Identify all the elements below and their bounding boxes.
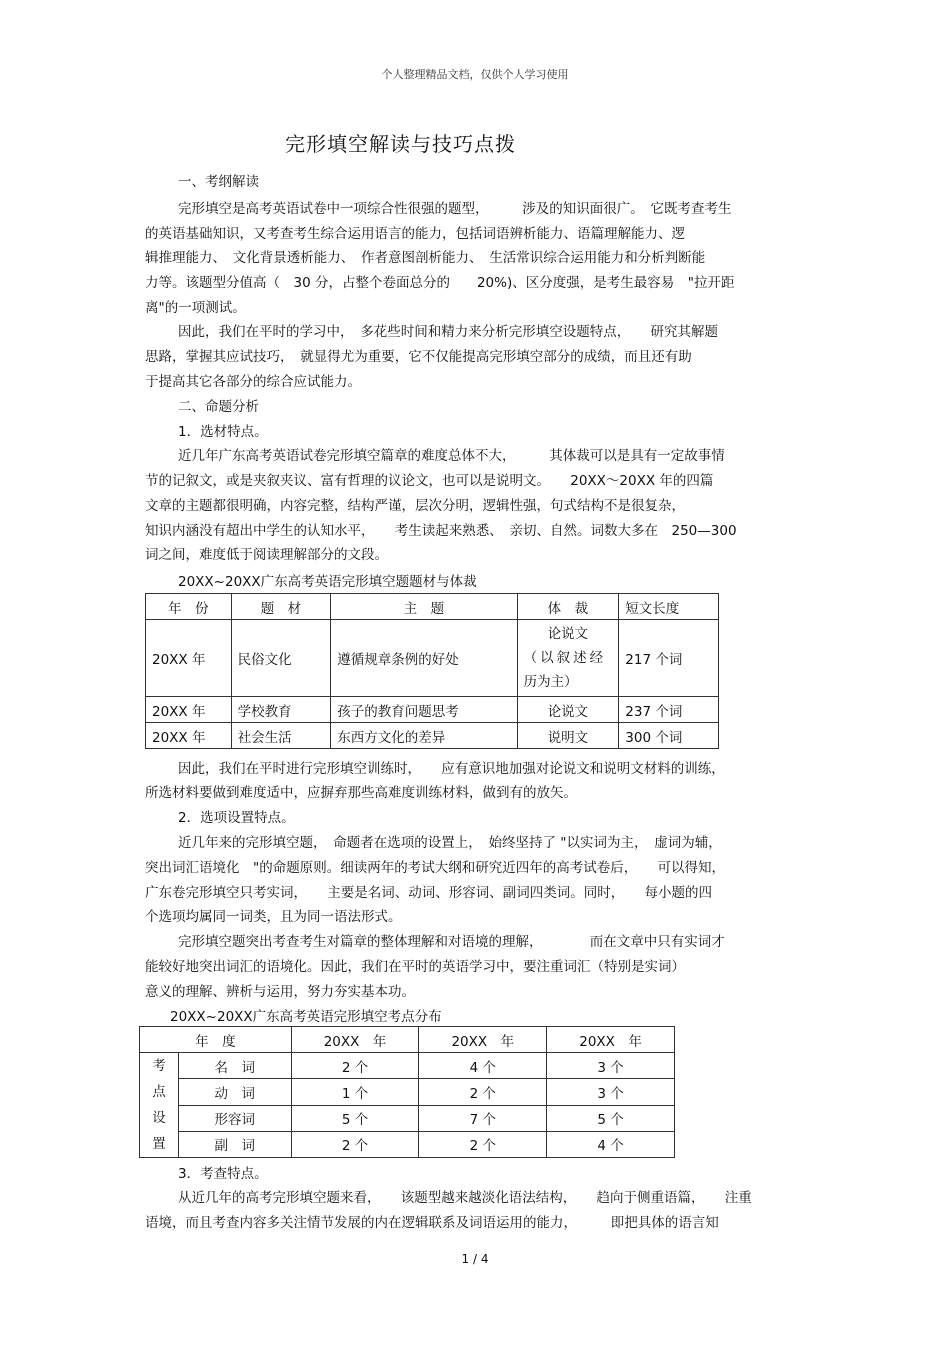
table-cell: 7 个: [419, 1105, 547, 1131]
paragraph-line: 因此，我们在平时进行完形填空训练时， 应有意识地加强对论说文和说明文材料的训练，: [178, 761, 725, 777]
paragraph-line: 完形填空题突出考查考生对篇章的整体理解和对语境的理解， 而在文章中只有实词才: [178, 934, 725, 950]
table-header-cell: 题 材: [231, 594, 331, 620]
table-cell: 社会生活: [231, 723, 331, 749]
paragraph-line: 的英语基础知识，又考查考生综合运用语言的能力，包括词语辨析能力、语篇理解能力、逻: [145, 226, 685, 242]
paragraph-line: 近几年来的完形填空题， 命题者在选项的设置上， 始终坚持了 "以实词为主， 虚词为辅，: [178, 835, 722, 851]
side-char: 考: [152, 1058, 166, 1074]
table-row-label: 副 词: [178, 1131, 291, 1157]
paragraph-line: 知识内涵没有超出中学生的认知水平， 考生读起来熟悉、 亲切、自然。词数大多在 250—300: [145, 523, 737, 539]
row-group-label: [140, 1053, 179, 1158]
table-cell: 论说文: [517, 697, 619, 723]
paragraph-line: 辑推理能力、 文化背景透析能力、 作者意图剖析能力、 生活常识综合运用能力和分析判断能: [145, 250, 706, 266]
table-header-row: [140, 1027, 675, 1053]
table-cell: 4 个: [419, 1053, 547, 1079]
table-cell: 300 个词: [619, 723, 719, 749]
table-row: [140, 1053, 675, 1079]
table-header-cell: 20XX 年: [419, 1027, 547, 1053]
table-row: [140, 1131, 675, 1157]
table-row: [146, 723, 719, 749]
table-cell: 说明文: [517, 723, 619, 749]
table-row-label: 动 词: [178, 1079, 291, 1105]
paragraph-line: 词之间，难度低于阅读理解部分的文段。: [145, 547, 388, 563]
table-header-cell: 短文长度: [619, 594, 719, 620]
genre-note: 历为主）: [523, 674, 578, 690]
table-row-label: 形容词: [178, 1105, 291, 1131]
subsection-heading: 1．选材特点。: [178, 424, 268, 440]
test-point-table: [139, 1026, 675, 1158]
paragraph-line: 因此，我们在平时的学习中， 多花些时间和精力来分析完形填空设题特点， 研究其解题: [178, 324, 718, 340]
paragraph-line: 意义的理解、辨析与运用，努力夯实基本功。: [145, 984, 415, 1000]
table-header-row: [146, 594, 719, 620]
table-cell: 217 个词: [619, 620, 719, 697]
table-header-cell: 主 题: [331, 594, 517, 620]
paragraph-line: 广东卷完形填空只考实词， 主要是名词、动词、形容词、副词四类词。同时， 每小题的四: [145, 885, 712, 901]
paragraph-line: 突出词汇语境化 "的命题原则。细读两年的考试大纲和研究近四年的高考试卷后， 可以得知，: [145, 860, 725, 876]
side-char: 点: [152, 1084, 166, 1100]
table-cell: 东西方文化的差异: [331, 723, 517, 749]
table-row: [140, 1079, 675, 1105]
paragraph-line: 于提高其它各部分的综合应试能力。: [145, 374, 361, 390]
genre-main: 论说文: [547, 626, 589, 642]
table-cell: 2 个: [291, 1053, 419, 1079]
page-number: 1 / 4: [461, 1252, 489, 1266]
table-cell: 20XX 年: [146, 697, 232, 723]
paragraph-line: 能较好地突出词汇的语境化。因此，我们在平时的英语学习中，要注重词汇（特别是实词）: [145, 959, 685, 975]
paragraph-line: 离"的一项测试。: [145, 300, 246, 316]
header-watermark: 个人整理精品文档，仅供个人学习使用: [381, 68, 569, 81]
table-cell: 237 个词: [619, 697, 719, 723]
table-cell: 2 个: [291, 1131, 419, 1157]
paragraph-line: 节的记叙文，或是夹叙夹议、富有哲理的议论文，也可以是说明文。 20XX～20XX 年的四篇: [145, 473, 714, 489]
paragraph-line: 完形填空是高考英语试卷中一项综合性很强的题型， 涉及的知识面很广。 它既考查考生: [178, 201, 732, 217]
side-char: 置: [152, 1136, 166, 1152]
table-header-cell: 年 度: [140, 1027, 292, 1053]
table-row: [140, 1105, 675, 1131]
table-cell: 1 个: [291, 1079, 419, 1105]
table-cell: 3 个: [547, 1079, 675, 1105]
table-header-cell: 体 裁: [517, 594, 619, 620]
table-cell: 学校教育: [231, 697, 331, 723]
topic-genre-table: [145, 593, 719, 749]
table-header-cell: 年 份: [146, 594, 232, 620]
table-header-cell: 20XX 年: [291, 1027, 419, 1053]
table-cell: 3 个: [547, 1053, 675, 1079]
table-cell: 20XX 年: [146, 620, 232, 697]
table-cell: 5 个: [547, 1105, 675, 1131]
section-heading: 一、考纲解读: [178, 174, 259, 190]
table-row: [146, 620, 719, 697]
paragraph-line: 力等。该题型分值高（ 30 分，占整个卷面总分的 20%)、区分度强，是考生最容易 "拉开距: [145, 275, 735, 291]
table-cell: 5 个: [291, 1105, 419, 1131]
paragraph-line: 所选材料要做到难度适中，应摒弃那些高难度训练材料，做到有的放矢。: [145, 785, 577, 801]
table2-caption: 20XX~20XX广东高考英语完形填空考点分布: [170, 1009, 442, 1025]
table-cell: 4 个: [547, 1131, 675, 1157]
table1-caption: 20XX~20XX广东高考英语完形填空题题材与体裁: [178, 574, 477, 590]
paragraph-line: 语境，而且考查内容多关注情节发展的内在逻辑联系及词语运用的能力， 即把具体的语言知: [145, 1215, 719, 1231]
table-row-label: 名 词: [178, 1053, 291, 1079]
subsection-heading: 3．考查特点。: [178, 1166, 268, 1182]
genre-note: （以叙述经: [523, 650, 607, 666]
document-title: 完形填空解读与技巧点拨: [285, 132, 516, 156]
table-cell: 民俗文化: [231, 620, 331, 697]
table-cell: [517, 620, 619, 697]
section-heading: 二、命题分析: [178, 399, 259, 415]
paragraph-line: 个选项均属同一词类，且为同一语法形式。: [145, 909, 402, 925]
subsection-heading: 2．选项设置特点。: [178, 810, 295, 826]
side-char: 设: [152, 1110, 166, 1126]
table-header-cell: 20XX 年: [547, 1027, 675, 1053]
table-cell: 遵循规章条例的好处: [331, 620, 517, 697]
paragraph-line: 文章的主题都很明确，内容完整，结构严谨，层次分明，逻辑性强，句式结构不是很复杂，: [145, 498, 685, 514]
table-cell: 2 个: [419, 1079, 547, 1105]
paragraph-line: 从近几年的高考完形填空题来看， 该题型越来越淡化语法结构， 趋向于侧重语篇， 注重: [178, 1190, 752, 1206]
paragraph-line: 近几年广东高考英语试卷完形填空篇章的难度总体不大， 其体裁可以是具有一定故事情: [178, 448, 725, 464]
paragraph-line: 思路，掌握其应试技巧， 就显得尤为重要，它不仅能提高完形填空部分的成绩，而且还有助: [145, 349, 692, 365]
table-cell: 孩子的教育问题思考: [331, 697, 517, 723]
table-cell: 2 个: [419, 1131, 547, 1157]
table-cell: 20XX 年: [146, 723, 232, 749]
table-row: [146, 697, 719, 723]
